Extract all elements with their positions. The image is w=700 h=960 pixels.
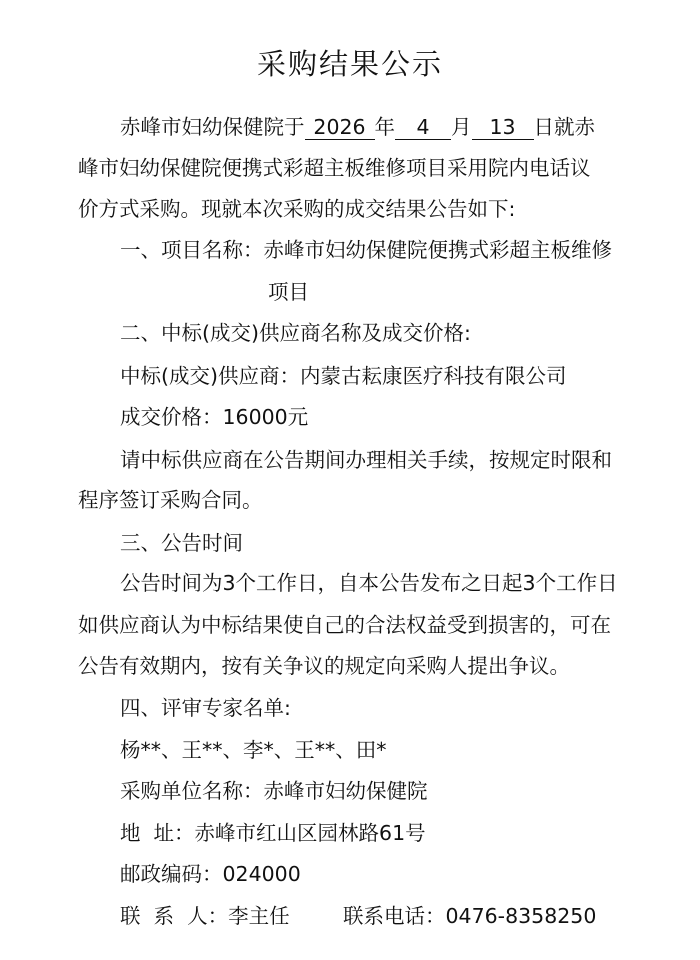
price-line: 成交价格：16000元 bbox=[120, 405, 309, 429]
note-line-2: 程序签订采购合同。 bbox=[78, 488, 263, 512]
contact-person: 联 系 人：李主任 bbox=[120, 904, 290, 928]
address-line: 地 址：赤峰市红山区园林路61号 bbox=[120, 821, 426, 845]
intro-day-unit: 日就赤 bbox=[533, 115, 595, 139]
note-line-1: 请中标供应商在公告期间办理相关手续，按规定时限和 bbox=[120, 448, 612, 472]
intro-line-2: 峰市妇幼保健院便携式彩超主板维修项目采用院内电话议 bbox=[78, 156, 591, 180]
section1-continuation: 项目 bbox=[268, 280, 309, 304]
intro-hospital: 赤峰市妇幼保健院于 bbox=[120, 115, 305, 139]
purchasing-unit: 采购单位名称：赤峰市妇幼保健院 bbox=[120, 779, 428, 803]
contact-phone: 联系电话：0476-8358250 bbox=[343, 904, 597, 928]
intro-month: 4 bbox=[395, 115, 451, 140]
intro-year-unit: 年 bbox=[374, 115, 395, 139]
intro-year: 2026 bbox=[305, 115, 375, 140]
page-title: 采购结果公示 bbox=[256, 47, 443, 81]
supplier-line: 中标(成交)供应商：内蒙古耘康医疗科技有限公司 bbox=[120, 364, 567, 388]
section3-heading: 三、公告时间 bbox=[120, 531, 243, 555]
intro-month-unit: 月 bbox=[451, 115, 472, 139]
section3-line-1: 公告时间为3个工作日，自本公告发布之日起3个工作日 bbox=[120, 571, 618, 595]
intro-line-3: 价方式采购。现就本次采购的成交结果公告如下: bbox=[78, 197, 516, 221]
experts-list: 杨**、王**、李*、王**、田* bbox=[120, 738, 387, 762]
intro-day: 13 bbox=[472, 115, 534, 140]
intro-line-1 bbox=[120, 112, 595, 142]
section1-heading: 一、项目名称：赤峰市妇幼保健院便携式彩超主板维修 bbox=[120, 238, 612, 262]
section2-heading: 二、中标(成交)供应商名称及成交价格: bbox=[120, 321, 471, 345]
section4-heading: 四、评审专家名单: bbox=[120, 696, 291, 720]
section3-line-3: 公告有效期内，按有关争议的规定向采购人提出争议。 bbox=[78, 654, 570, 678]
postcode-line: 邮政编码：024000 bbox=[120, 862, 301, 886]
section3-line-2: 如供应商认为中标结果使自己的合法权益受到损害的，可在 bbox=[78, 613, 611, 637]
